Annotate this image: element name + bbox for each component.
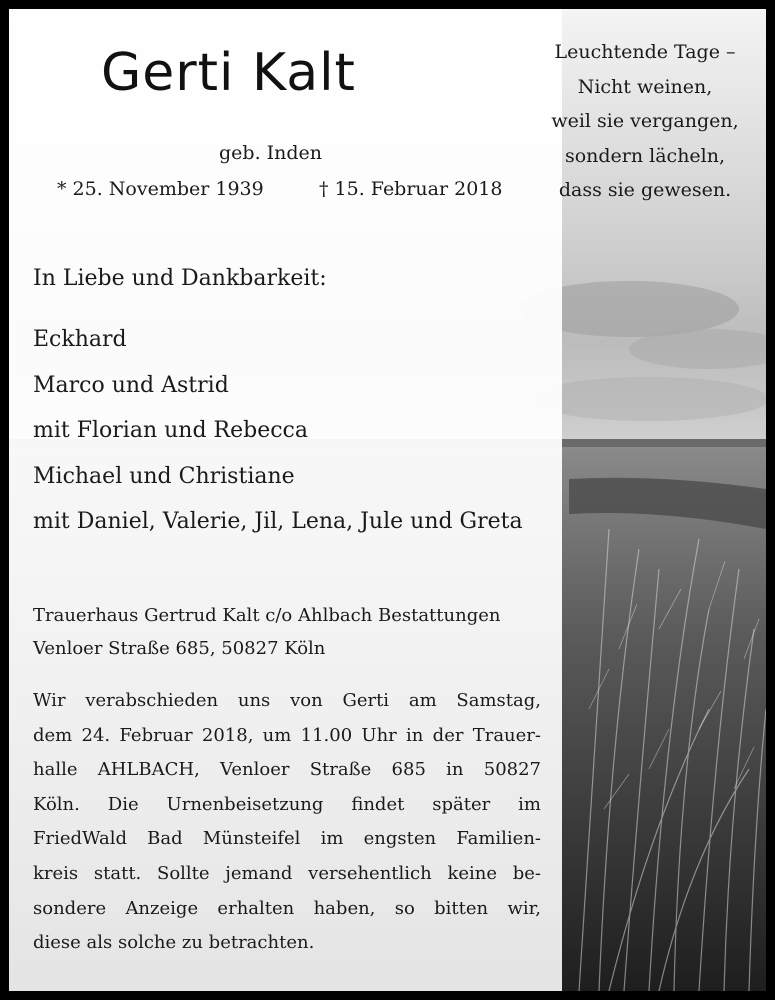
notice-line: Köln. Die Urnenbeisetzung findet später im: [33, 793, 541, 815]
poem-line: weil sie vergangen,: [551, 110, 739, 132]
poem-line: dass sie gewesen.: [558, 179, 732, 201]
notice-line: FriedWald Bad Münsteifel im engsten Familien-: [33, 828, 541, 850]
mourner-line: Michael und Christiane: [33, 463, 295, 489]
mourners-intro: In Liebe und Dankbarkeit:: [33, 266, 327, 291]
notice-line: halle AHLBACH, Venloer Straße 685 in 50827: [33, 759, 541, 781]
death-date: † 15. Februar 2018: [319, 178, 503, 200]
mourner-line: mit Florian und Rebecca: [33, 418, 308, 444]
birth-date: * 25. November 1939: [57, 178, 264, 200]
notice-line: dem 24. Februar 2018, um 11.00 Uhr in der Trauer-: [33, 724, 541, 746]
mourner-line: Marco und Astrid: [33, 372, 229, 398]
birth-name: geb. Inden: [219, 142, 323, 164]
notice-line: sondere Anzeige erhalten haben, so bitten wir,: [33, 897, 541, 919]
address-line: Trauerhaus Gertrud Kalt c/o Ahlbach Bestattungen: [33, 605, 501, 626]
address-line: Venloer Straße 685, 50827 Köln: [33, 638, 326, 659]
mourner-line: mit Daniel, Valerie, Jil, Lena, Jule und Greta: [33, 509, 523, 535]
poem: [529, 35, 761, 208]
notice-line: Wir verabschieden uns von Gerti am Samstag,: [33, 690, 541, 711]
funeral-notice: [33, 684, 541, 961]
notice-line: diese als solche zu betrachten.: [33, 932, 315, 954]
poem-line: Leuchtende Tage –: [554, 41, 736, 63]
deceased-name: Gerti Kalt: [101, 43, 356, 103]
poem-line: sondern lächeln,: [564, 144, 726, 167]
mourners-list: [33, 317, 523, 545]
mourner-line: Eckhard: [33, 327, 127, 352]
mourning-address: [33, 599, 500, 665]
poem-line: Nicht weinen,: [577, 75, 713, 98]
notice-line: kreis statt. Sollte jemand versehentlich keine be-: [33, 862, 541, 884]
